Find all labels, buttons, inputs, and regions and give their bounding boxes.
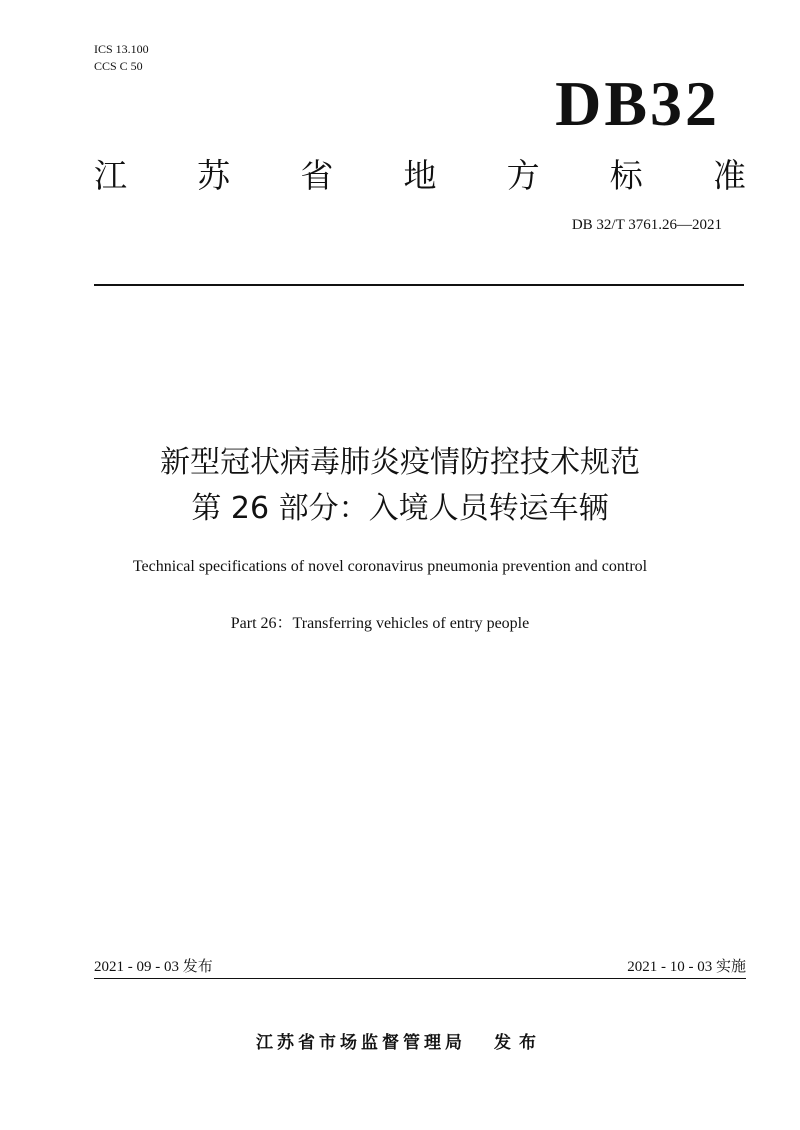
title-cn-line-1: 新型冠状病毒肺炎疫情防控技术规范: [160, 445, 640, 480]
ics-code: ICS 13.100: [94, 42, 149, 56]
issuer-line: [0, 1028, 800, 1053]
classification-codes: [94, 41, 149, 75]
standard-type-char: 标: [609, 156, 643, 195]
standard-code-logo: DB32: [555, 68, 720, 139]
implementation-date: 2021 - 10 - 03 实施: [627, 959, 746, 975]
header-divider: [94, 284, 744, 286]
chinese-title: [0, 440, 800, 532]
dates-row: [94, 958, 746, 979]
issuer-name: 江苏省市场监督管理局: [256, 1033, 466, 1053]
title-cn-line-2: 第 26 部分：入境人员转运车辆: [191, 491, 609, 526]
standard-type-char: 准: [712, 156, 746, 195]
release-date: 2021 - 09 - 03 发布: [94, 959, 213, 975]
title-en-line-1: Technical specifications of novel coronavirus pneumonia prevention and control: [132, 558, 648, 575]
issuer-action: 发布: [494, 1033, 544, 1053]
standard-type-char: 苏: [197, 156, 231, 195]
standard-type-char: 江: [94, 156, 127, 195]
standard-type-heading: [94, 156, 746, 196]
standard-number: DB 32/T 3761.26—2021: [571, 217, 722, 233]
title-en-line-2: Part 26：Transferring vehicles of entry people: [230, 615, 530, 632]
standard-type-char: 方: [506, 156, 540, 195]
standard-type-char: 省: [300, 156, 334, 195]
standard-type-char: 地: [403, 156, 437, 195]
ccs-code: CCS C 50: [94, 59, 143, 73]
